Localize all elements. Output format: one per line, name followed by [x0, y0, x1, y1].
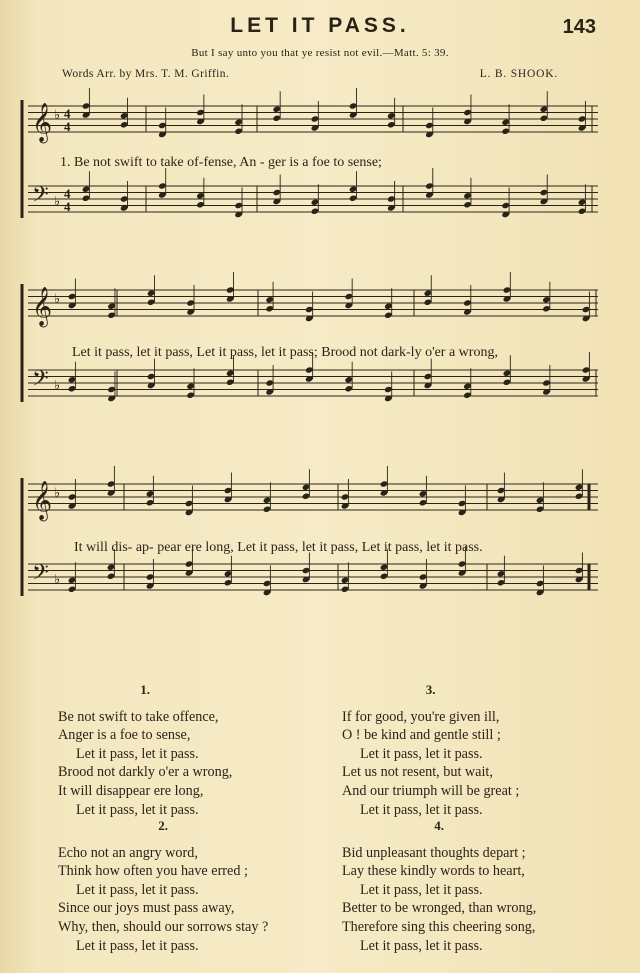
key-flat-icon: ♭: [54, 291, 61, 306]
verse-2: [58, 817, 268, 955]
verse-line: Be not swift to take offence,: [58, 708, 219, 725]
lyric-line-3: It will dis- ap- pear ere long, Let it pass, let it pass, Let it pass, let it pass.: [74, 540, 483, 555]
time-signature: 4: [64, 106, 71, 121]
verse-line: If for good, you're given ill,: [342, 708, 500, 725]
music-system-2: [22, 272, 598, 402]
verse-line: Think how often you have erred ;: [58, 863, 248, 880]
song-title: LET IT PASS.: [230, 14, 410, 37]
treble-clef-icon: 𝄞: [32, 286, 53, 327]
bass-clef-icon: 𝄢: [32, 560, 49, 591]
verse-line: Brood not darkly o'er a wrong,: [58, 764, 233, 781]
music-system-3: [22, 466, 598, 596]
scripture-epigraph: But I say unto you that ye resist not evil.—Matt. 5: 39.: [191, 47, 449, 59]
verse-refrain: Let it pass, let it pass.: [360, 745, 483, 762]
bass-clef-icon: 𝄢: [32, 182, 49, 213]
verse-line: Bid unpleasant thoughts depart ;: [342, 844, 526, 861]
verse-line: Anger is a foe to sense,: [58, 727, 191, 744]
verse-refrain: Let it pass, let it pass.: [360, 881, 483, 898]
verse-line: It will disappear ere long,: [58, 782, 204, 799]
verse-line: O ! be kind and gentle still ;: [342, 727, 501, 744]
lyric-line-1: 1. Be not swift to take of-fense, An - ger is a foe to sense;: [60, 155, 382, 170]
verse-refrain: Let it pass, let it pass.: [360, 937, 483, 954]
words-credit: Words Arr. by Mrs. T. M. Griffin.: [62, 68, 230, 80]
verse-refrain: Let it pass, let it pass.: [76, 801, 199, 818]
verse-line: Let us not resent, but wait,: [342, 764, 493, 781]
time-signature: 4: [64, 119, 71, 134]
time-signature: 4: [64, 186, 71, 201]
verse-3: [342, 681, 519, 819]
music-credit: L. B. SHOOK.: [479, 68, 558, 80]
time-signature: 4: [64, 199, 71, 214]
key-flat-icon: ♭: [54, 485, 61, 500]
bass-clef-icon: 𝄢: [32, 366, 49, 397]
lyric-line-2: Let it pass, let it pass, Let it pass, let it pass; Brood not dark-ly o'er a wrong,: [72, 345, 498, 360]
verse-line: Better to be wronged, than wrong,: [342, 900, 537, 917]
key-flat-icon: ♭: [54, 377, 61, 393]
verse-refrain: Let it pass, let it pass.: [76, 881, 199, 898]
treble-clef-icon: 𝄞: [32, 480, 53, 521]
page-number: 143: [562, 16, 596, 38]
verse-number: 3.: [425, 682, 436, 697]
verse-number: 2.: [158, 818, 169, 833]
verse-number: 4.: [434, 818, 444, 833]
verse-line: Since our joys must pass away,: [58, 900, 235, 917]
verse-4: [342, 817, 536, 955]
verse-line: Lay these kindly words to heart,: [342, 863, 525, 880]
key-flat-icon: ♭: [54, 571, 61, 587]
verse-number: 1.: [140, 682, 151, 697]
key-flat-icon: ♭: [54, 193, 61, 209]
verse-refrain: Let it pass, let it pass.: [76, 745, 199, 762]
verse-line: And our triumph will be great ;: [342, 782, 520, 799]
verse-line: Why, then, should our sorrows stay ?: [58, 918, 269, 935]
verse-refrain: Let it pass, let it pass.: [76, 937, 199, 954]
verse-line: Echo not an angry word,: [58, 844, 198, 861]
music-system-1: [22, 88, 598, 218]
verse-1: [58, 681, 232, 819]
verse-refrain: Let it pass, let it pass.: [360, 801, 483, 818]
treble-clef-icon: 𝄞: [32, 102, 53, 143]
verse-line: Therefore sing this cheering song,: [342, 918, 536, 935]
key-flat-icon: ♭: [54, 107, 61, 122]
